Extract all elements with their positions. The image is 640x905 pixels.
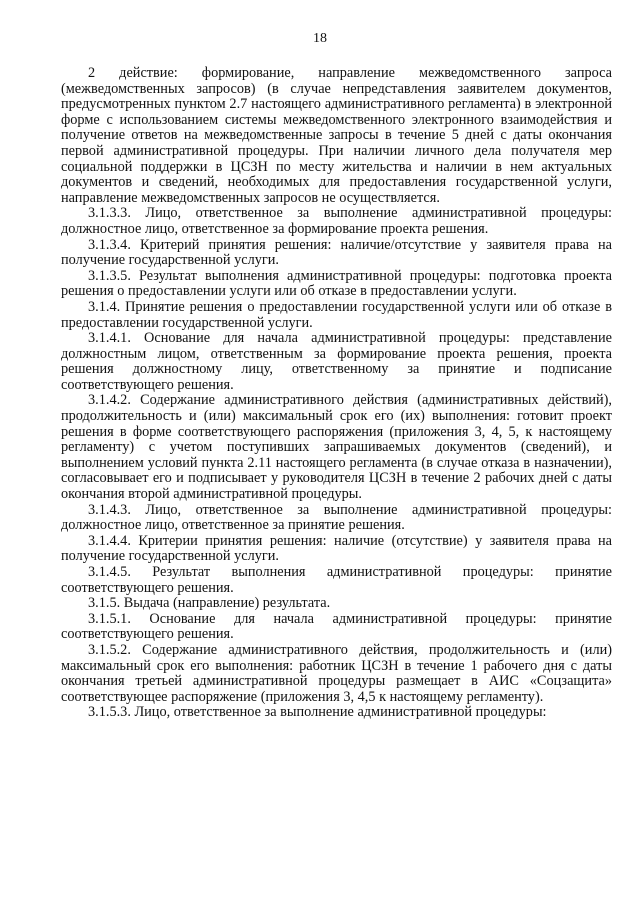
paragraph: 3.1.4. Принятие решения о предоставлении государственной услуги или об отказе в предоставлении государственной услуги. bbox=[61, 298, 612, 331]
paragraph: 3.1.3.3. Лицо, ответственное за выполнение административной процедуры: должностное лицо, ответственное за формирование проекта решения. bbox=[61, 205, 612, 237]
paragraph: 3.1.3.4. Критерий принятия решения: наличие/отсутствие у заявителя права на получение государственной услуги. bbox=[61, 236, 612, 269]
paragraph: 3.1.5.3. Лицо, ответственное за выполнение административной процедуры: bbox=[88, 704, 547, 721]
paragraph: 3.1.3.5. Результат выполнения административной процедуры: подготовка проекта решения о предоставлении услуги или об отказе в предоставлении услуги. bbox=[61, 267, 612, 300]
page-number: 18 bbox=[313, 31, 327, 46]
paragraph: 3.1.4.3. Лицо, ответственное за выполнение административной процедуры: должностное лицо, ответственное за принятие решения. bbox=[61, 501, 612, 534]
paragraph: 3.1.4.4. Критерии принятия решения: наличие (отсутствие) у заявителя права на получение государственной услуги. bbox=[61, 532, 612, 565]
paragraph: 3.1.4.5. Результат выполнения административной процедуры: принятие соответствующего решения. bbox=[61, 564, 612, 596]
paragraph: 3.1.5. Выдача (направление) результата. bbox=[88, 595, 331, 612]
document-body bbox=[61, 66, 612, 721]
paragraph: 3.1.4.1. Основание для начала административной процедуры: представление должностным лицом, ответственным за формирование проекта решения, проекта решения должностному лицу, ответственному за принятие и подписание соответствующего решения. bbox=[61, 330, 612, 393]
paragraph: 3.1.5.1. Основание для начала административной процедуры: принятие соответствующего решения. bbox=[61, 610, 612, 643]
paragraph: 3.1.4.2. Содержание административного действия (административных действий), продолжительность и (или) максимальный срок его (их) выполнения: готовит проект решения в форме соответствующего распоряжения (приложения 3, 4, 5, к настоящему регламенту) с учетом поступивших запрашиваемых документов (сведений), и выполнением условий пункта 2.11 настоящего регламента (в случае отказа в назначении), согласовывает его и подписывает у руководителя ЦСЗН в течение 2 рабочих дней с даты окончания второй административной процедуры. bbox=[61, 392, 612, 503]
paragraph: 2 действие: формирование, направление межведомственного запроса (межведомственных запросов) (в случае непредставления заявителем документов, предусмотренных пунктом 2.7 настоящего административного регламента) в электронной форме с использованием системы межведомственного электронного взаимодействия и получение ответов на межведомственные запросы в течение 5 дней с даты окончания первой административной процедуры. При наличии личного дела получателя мер социальной поддержки в ЦСЗН по месту жительства и наличии в нем актуальных документов и сведений, необходимых для предоставления государственной услуги, направление межведомственных запросов не осуществляется. bbox=[61, 65, 612, 206]
paragraph: 3.1.5.2. Содержание административного действия, продолжительность и (или) максимальный срок его выполнения: работник ЦСЗН в течение 1 рабочего дня с даты окончания третьей административной процедуры размещает в АИС «Соцзащита» соответствующее распоряжение (приложения 3, 4,5 к настоящему регламенту). bbox=[61, 641, 612, 705]
